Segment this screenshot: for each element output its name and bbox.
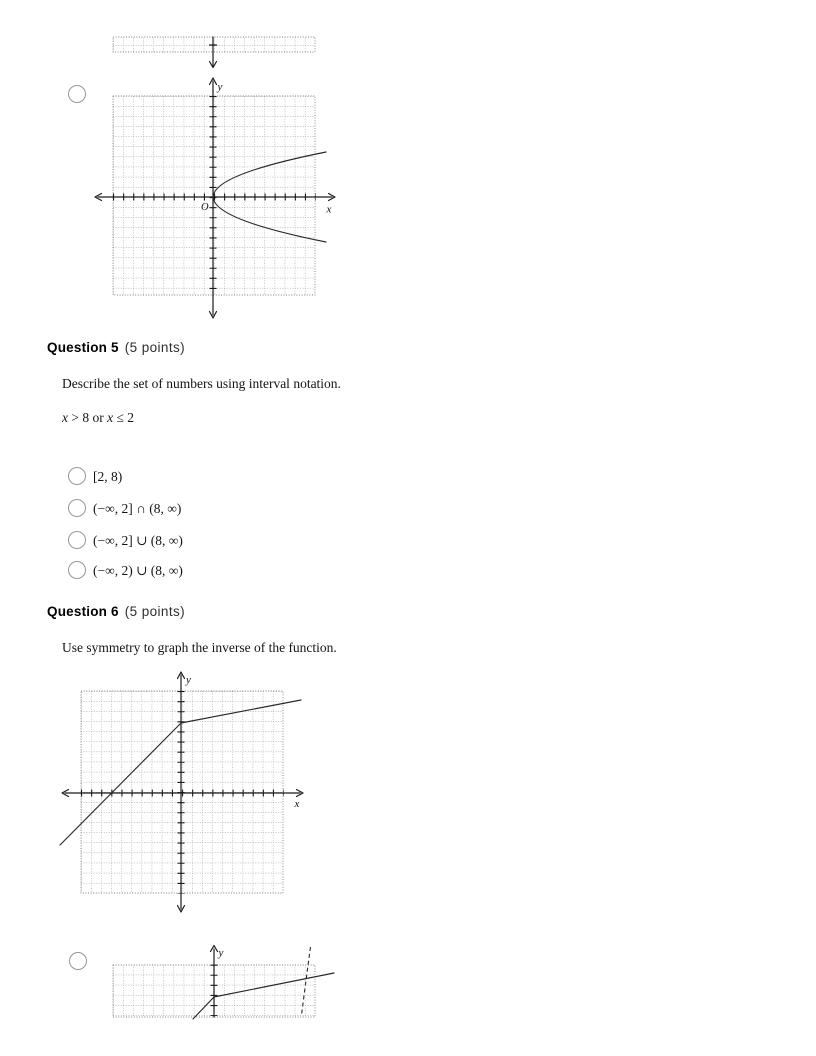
inverse-answer-graph-remnant [105,938,340,1020]
option-radio[interactable] [68,499,86,517]
x-axis-label: x [326,203,332,216]
y-axis-label: y [186,674,191,686]
question5-option-4 [68,561,183,579]
question6-title: Question 6 [47,604,119,619]
question5-points: (5 points) [124,340,186,355]
answer-radio-parabola-graph[interactable] [68,85,86,103]
option-label: [2, 8) [93,468,123,484]
x-axis-label: x [294,798,300,810]
previous-graph-remnant [85,30,345,72]
parabola-graph [90,70,340,322]
option-label: (−∞, 2] ∪ (8, ∞) [93,532,183,548]
question6-prompt: Use symmetry to graph the inverse of the function. [62,640,337,655]
option-radio[interactable] [68,467,86,485]
question6-function-graph [55,665,310,915]
question6-header [47,604,185,620]
question5-title: Question 5 [47,340,119,355]
option-label: (−∞, 2) ∪ (8, ∞) [93,562,183,578]
question5-header [47,340,185,356]
question5-option-1 [68,467,122,485]
option-radio[interactable] [68,561,86,579]
question5-option-3 [68,531,183,549]
option-radio[interactable] [68,531,86,549]
option-label: (−∞, 2] ∩ (8, ∞) [93,500,182,516]
question5-expression: x > 8 or x ≤ 2 [62,410,135,425]
y-axis-label: y [217,81,223,93]
y-axis-label: y [218,947,224,959]
question6-points: (5 points) [124,604,186,619]
question5-option-2 [68,499,181,517]
answer-radio-inverse-graph[interactable] [69,952,87,970]
origin-label: O [201,202,209,213]
question5-prompt: Describe the set of numbers using interval notation. [62,376,341,391]
